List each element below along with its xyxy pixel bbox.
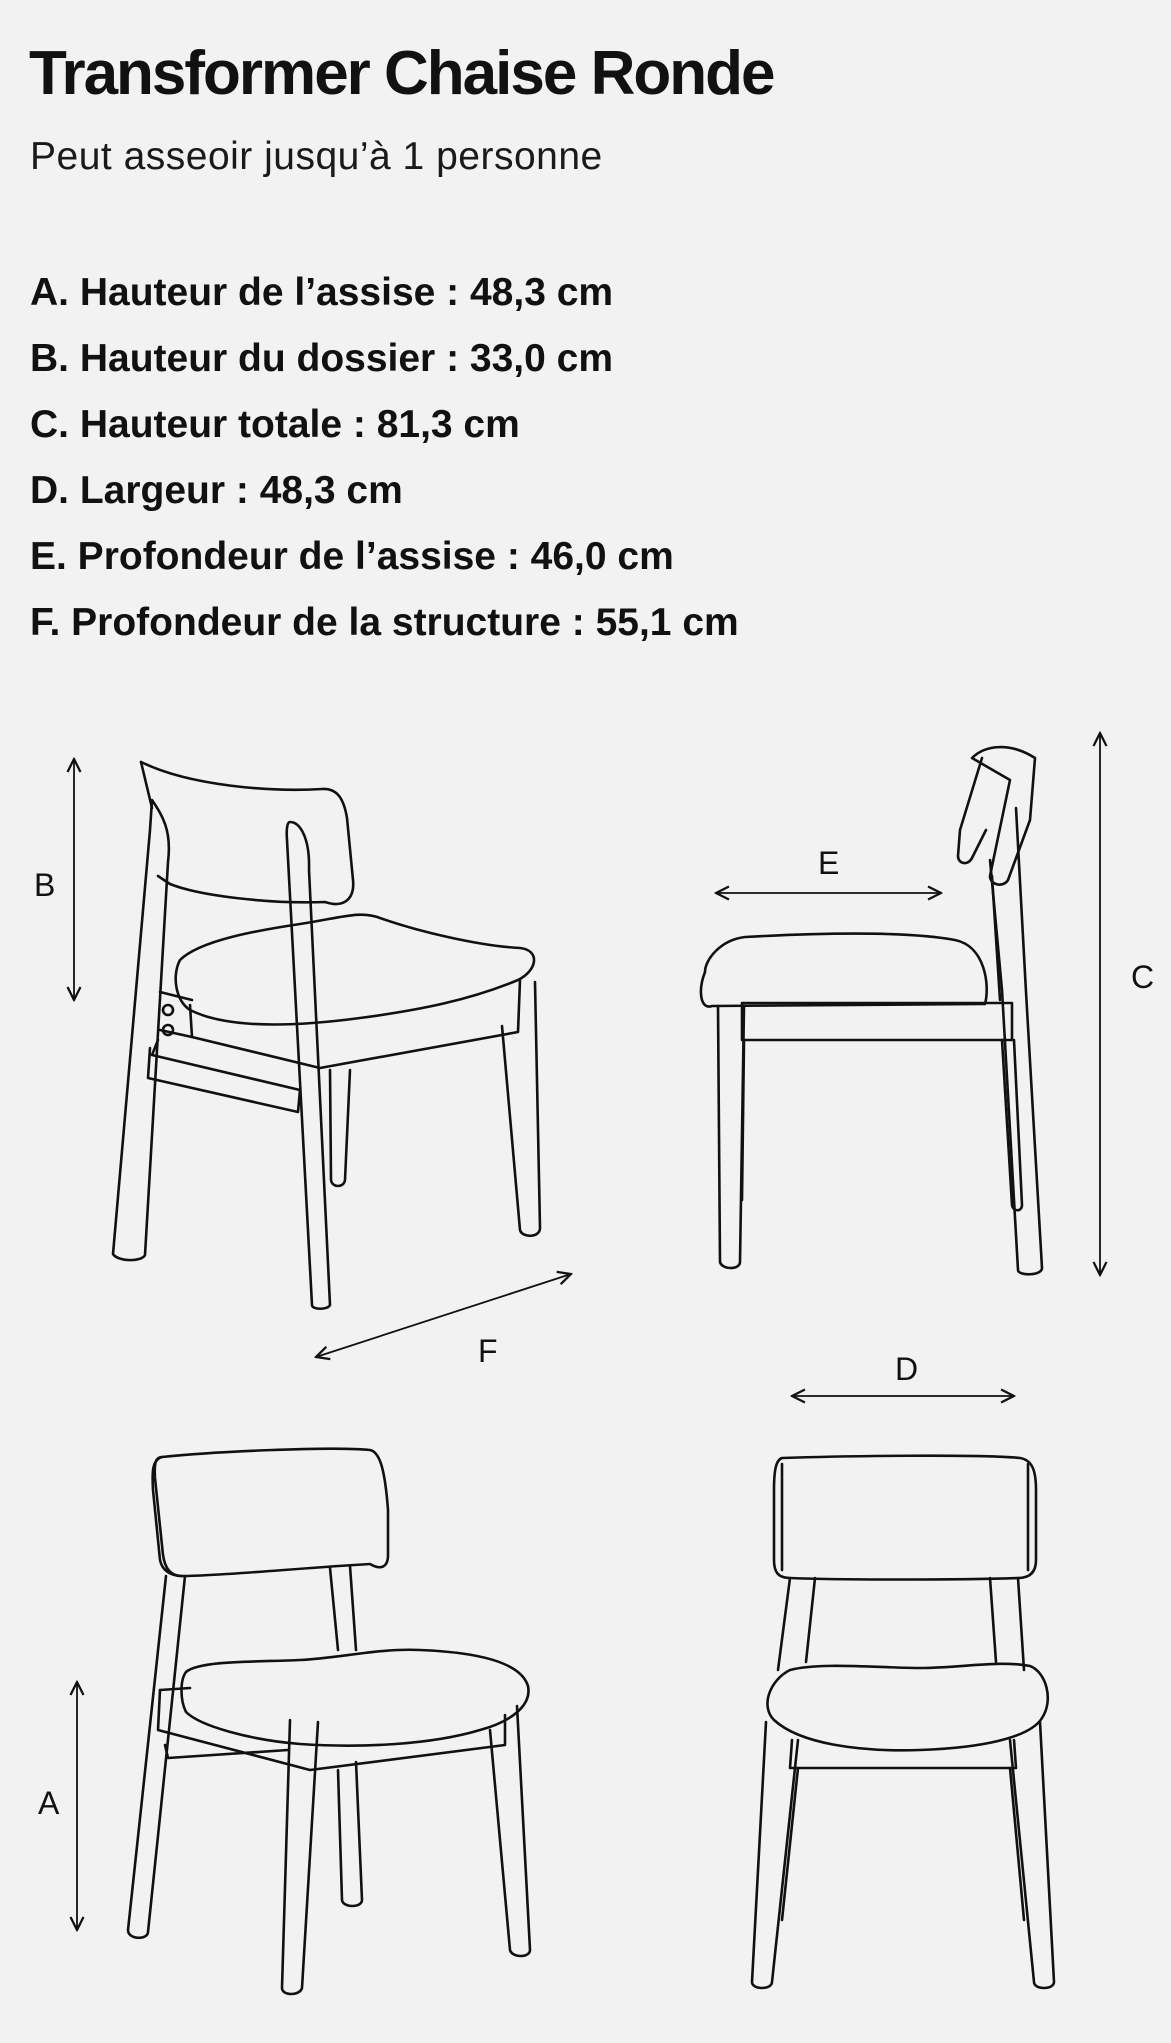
chair-view-three-quarter-rear [113,762,540,1309]
chair-view-three-quarter-front [128,1449,530,1994]
spec-backrest-height: B. Hauteur du dossier : 33,0 cm [30,337,614,380]
spec-seat-depth: E. Profondeur de l’assise : 46,0 cm [30,535,674,578]
chair-view-front [752,1456,1054,1988]
dimension-label-d: D [895,1351,919,1387]
spec-seat-height: A. Hauteur de l’assise : 48,3 cm [30,271,614,314]
dimension-label-c: C [1131,959,1155,995]
page-title: Transformer Chaise Ronde [29,39,774,108]
dimension-label-e: E [818,845,840,881]
chair-view-side [701,747,1042,1274]
spec-width: D. Largeur : 48,3 cm [30,469,403,512]
spec-total-height: C. Hauteur totale : 81,3 cm [30,403,520,446]
dimension-label-f: F [478,1333,498,1369]
spec-frame-depth: F. Profondeur de la structure : 55,1 cm [30,601,739,644]
dimension-arrow-f [316,1274,571,1357]
dimension-label-a: A [38,1785,60,1821]
dimension-label-b: B [34,867,56,903]
page-subtitle: Peut asseoir jusqu’à 1 personne [30,135,603,178]
